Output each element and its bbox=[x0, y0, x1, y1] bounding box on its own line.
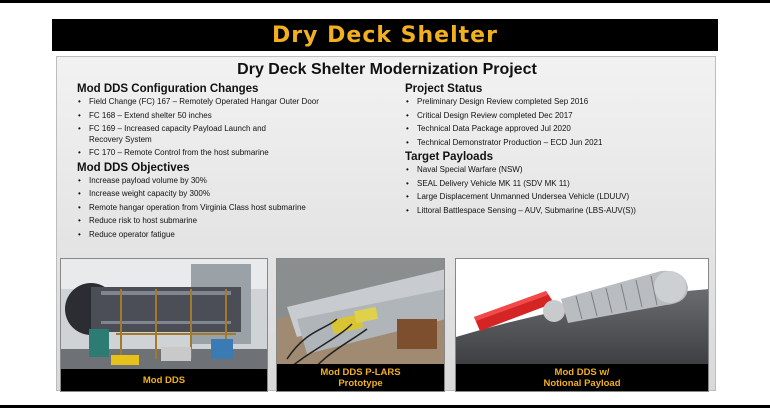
config-changes-section bbox=[77, 83, 397, 159]
list-item: • Reduce risk to host submarine bbox=[77, 216, 397, 227]
caption-text: Mod DDS w/ bbox=[554, 366, 610, 378]
top-rule bbox=[0, 0, 770, 3]
target-payloads-section bbox=[405, 151, 705, 216]
title-banner bbox=[52, 19, 718, 51]
list-item: • Field Change (FC) 167 – Remotely Operated Hangar Outer Door bbox=[77, 97, 397, 108]
target-payloads-list bbox=[405, 165, 705, 216]
list-item: • Increase payload volume by 30% bbox=[77, 176, 397, 187]
objectives-heading: Mod DDS Objectives bbox=[77, 161, 190, 174]
list-item: • SEAL Delivery Vehicle MK 11 (SDV MK 11) bbox=[405, 179, 705, 190]
list-item: • Increase weight capacity by 300% bbox=[77, 189, 397, 200]
photo-plars-prototype bbox=[276, 258, 445, 392]
list-item: • FC 170 – Remote Control from the host submarine bbox=[77, 148, 397, 159]
project-status-list bbox=[405, 97, 705, 148]
objectives-section bbox=[77, 162, 397, 241]
list-item: • Technical Demonstrator Production – ECD Jun 2021 bbox=[405, 138, 705, 149]
config-changes-heading: Mod DDS Configuration Changes bbox=[77, 83, 259, 95]
config-changes-list bbox=[77, 97, 397, 159]
photo-caption bbox=[61, 369, 267, 391]
objectives-list bbox=[77, 176, 397, 241]
photo-mod-dds bbox=[60, 258, 268, 392]
project-status-heading: Project Status bbox=[405, 83, 483, 95]
photo-caption bbox=[456, 364, 708, 391]
list-item: • Remote hangar operation from Virginia Class host submarine bbox=[77, 203, 397, 214]
caption-text: Notional Payload bbox=[543, 377, 621, 389]
project-status-section bbox=[405, 83, 705, 148]
list-item: • Critical Design Review completed Dec 2017 bbox=[405, 111, 705, 122]
target-payloads-heading: Target Payloads bbox=[405, 151, 493, 163]
list-item: • Technical Data Package approved Jul 2020 bbox=[405, 124, 705, 135]
list-item: • FC 168 – Extend shelter 50 inches bbox=[77, 111, 397, 122]
bottom-rule bbox=[0, 405, 770, 408]
list-item: • Reduce operator fatigue bbox=[77, 230, 397, 241]
list-item: • Littoral Battlespace Sensing – AUV, Submarine (LBS-AUV(S)) bbox=[405, 206, 705, 217]
caption-text: Prototype bbox=[338, 377, 383, 389]
caption-text: Mod DDS P-LARS bbox=[320, 366, 401, 378]
left-column bbox=[77, 83, 397, 243]
list-item: • Naval Special Warfare (NSW) bbox=[405, 165, 705, 176]
slide-title: Dry Deck Shelter bbox=[272, 22, 498, 48]
panel-title: Dry Deck Shelter Modernization Project bbox=[237, 61, 537, 78]
caption-text: Mod DDS bbox=[142, 374, 186, 386]
right-column bbox=[405, 83, 705, 219]
list-item: • Large Displacement Unmanned Undersea Vehicle (LDUUV) bbox=[405, 192, 705, 203]
photo-caption bbox=[277, 364, 444, 391]
list-item: • Preliminary Design Review completed Sep 2016 bbox=[405, 97, 705, 108]
photo-notional-payload bbox=[455, 258, 709, 392]
list-item: • FC 169 – Increased capacity Payload Launch and Recovery System bbox=[77, 124, 297, 145]
